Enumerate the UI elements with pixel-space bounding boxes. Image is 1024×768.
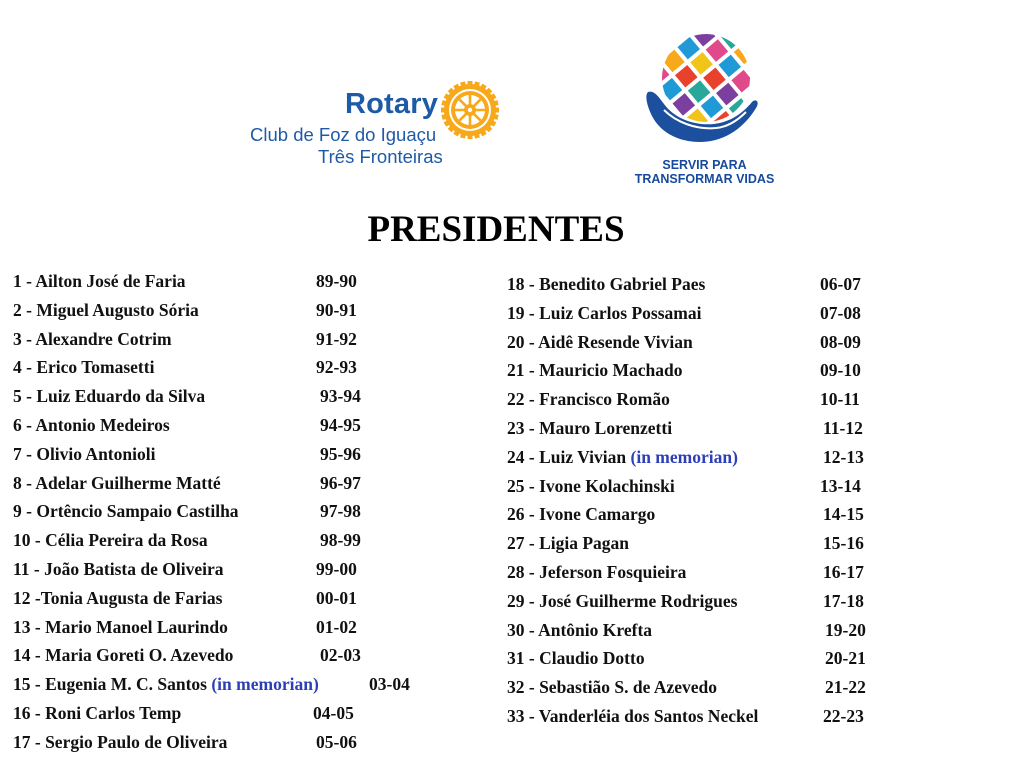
president-name: 10 - Célia Pereira da Rosa <box>13 530 208 551</box>
term-years: 05-06 <box>316 731 357 752</box>
president-name: 17 - Sergio Paulo de Oliveira <box>13 731 228 752</box>
president-name: 8 - Adelar Guilherme Matté <box>13 472 221 493</box>
term-years: 00-01 <box>316 587 357 608</box>
president-name: 14 - Maria Goreti O. Azevedo <box>13 645 234 666</box>
term-years: 19-20 <box>825 619 866 640</box>
president-name: 13 - Mario Manoel Laurindo <box>13 616 228 637</box>
term-years: 14-15 <box>823 504 864 525</box>
term-years: 09-10 <box>820 360 861 381</box>
president-name: 29 - José Guilherme Rodrigues <box>507 590 738 611</box>
in-memorian-note: (in memorian) <box>630 446 738 467</box>
page-title: PRESIDENTES <box>367 209 625 250</box>
president-name: 24 - Luiz Vivian (in memorian) <box>507 446 738 467</box>
slogan-line-1: SERVIR PARA <box>662 158 747 172</box>
president-name: 11 - João Batista de Oliveira <box>13 558 224 579</box>
term-years: 02-03 <box>320 645 361 666</box>
president-name: 21 - Mauricio Machado <box>507 360 683 381</box>
term-years: 03-04 <box>369 674 410 695</box>
term-years: 98-99 <box>320 530 361 551</box>
rotary-wordmark: Rotary <box>345 88 439 120</box>
president-name: 4 - Erico Tomasetti <box>13 357 155 378</box>
slogan <box>632 158 777 186</box>
president-name: 33 - Vanderléia dos Santos Neckel <box>507 705 759 726</box>
term-years: 13-14 <box>820 475 861 496</box>
president-name: 23 - Mauro Lorenzetti <box>507 417 673 438</box>
president-name: 7 - Olivio Antonioli <box>13 443 156 464</box>
term-years: 15-16 <box>823 533 864 554</box>
term-years: 90-91 <box>316 299 357 320</box>
president-name: 18 - Benedito Gabriel Paes <box>507 274 706 294</box>
president-name: 6 - Antonio Medeiros <box>13 414 170 435</box>
term-years: 94-95 <box>320 414 361 435</box>
slogan-line-2: TRANSFORMAR VIDAS <box>634 172 775 186</box>
club-location: Três Fronteiras <box>318 146 443 167</box>
term-years: 99-00 <box>316 558 357 579</box>
term-years: 17-18 <box>823 590 864 611</box>
president-name: 28 - Jeferson Fosquieira <box>507 561 687 582</box>
president-name: 12 -Tonia Augusta de Farias <box>13 587 223 608</box>
term-years: 16-17 <box>823 561 864 582</box>
president-name: 30 - Antônio Krefta <box>507 619 653 640</box>
president-name: 16 - Roni Carlos Temp <box>13 702 182 723</box>
term-years: 06-07 <box>820 274 861 294</box>
rotary-club-logo <box>250 80 510 170</box>
term-years: 92-93 <box>316 357 357 378</box>
president-name: 5 - Luiz Eduardo da Silva <box>13 386 206 407</box>
term-years: 96-97 <box>320 472 361 493</box>
president-name: 1 - Ailton José de Faria <box>13 271 186 291</box>
term-years: 08-09 <box>820 331 861 352</box>
in-memorian-note: (in memorian) <box>211 674 319 695</box>
servir-logo <box>632 30 777 190</box>
term-years: 12-13 <box>823 446 864 467</box>
president-name: 31 - Claudio Dotto <box>507 648 645 669</box>
term-years: 89-90 <box>316 271 357 291</box>
president-name: 32 - Sebastião S. de Azevedo <box>507 677 717 698</box>
club-name: Club de Foz do Iguaçu <box>250 124 437 145</box>
term-years: 93-94 <box>320 386 361 407</box>
president-name: 25 - Ivone Kolachinski <box>507 475 675 496</box>
term-years: 11-12 <box>823 417 863 438</box>
term-years: 01-02 <box>316 616 357 637</box>
term-years: 20-21 <box>825 648 866 669</box>
president-name: 27 - Ligia Pagan <box>507 533 630 554</box>
term-years: 04-05 <box>313 702 354 723</box>
term-years: 95-96 <box>320 443 361 464</box>
president-name: 26 - Ivone Camargo <box>507 504 656 525</box>
president-name: 22 - Francisco Romão <box>507 389 670 410</box>
president-name: 19 - Luiz Carlos Possamai <box>507 302 702 323</box>
hand-globe-icon <box>644 30 760 150</box>
president-name: 9 - Ortêncio Sampaio Castilha <box>13 501 239 522</box>
rotary-wheel-icon <box>440 80 500 140</box>
term-years: 21-22 <box>825 677 866 698</box>
term-years: 10-11 <box>820 389 860 410</box>
term-years: 97-98 <box>320 501 361 522</box>
term-years: 22-23 <box>823 705 864 726</box>
president-name: 3 - Alexandre Cotrim <box>13 328 172 349</box>
president-name: 2 - Miguel Augusto Sória <box>13 299 199 320</box>
president-name: 20 - Aidê Resende Vivian <box>507 331 693 352</box>
term-years: 91-92 <box>316 328 357 349</box>
term-years: 07-08 <box>820 302 861 323</box>
president-name: 15 - Eugenia M. C. Santos (in memorian) <box>13 674 319 695</box>
